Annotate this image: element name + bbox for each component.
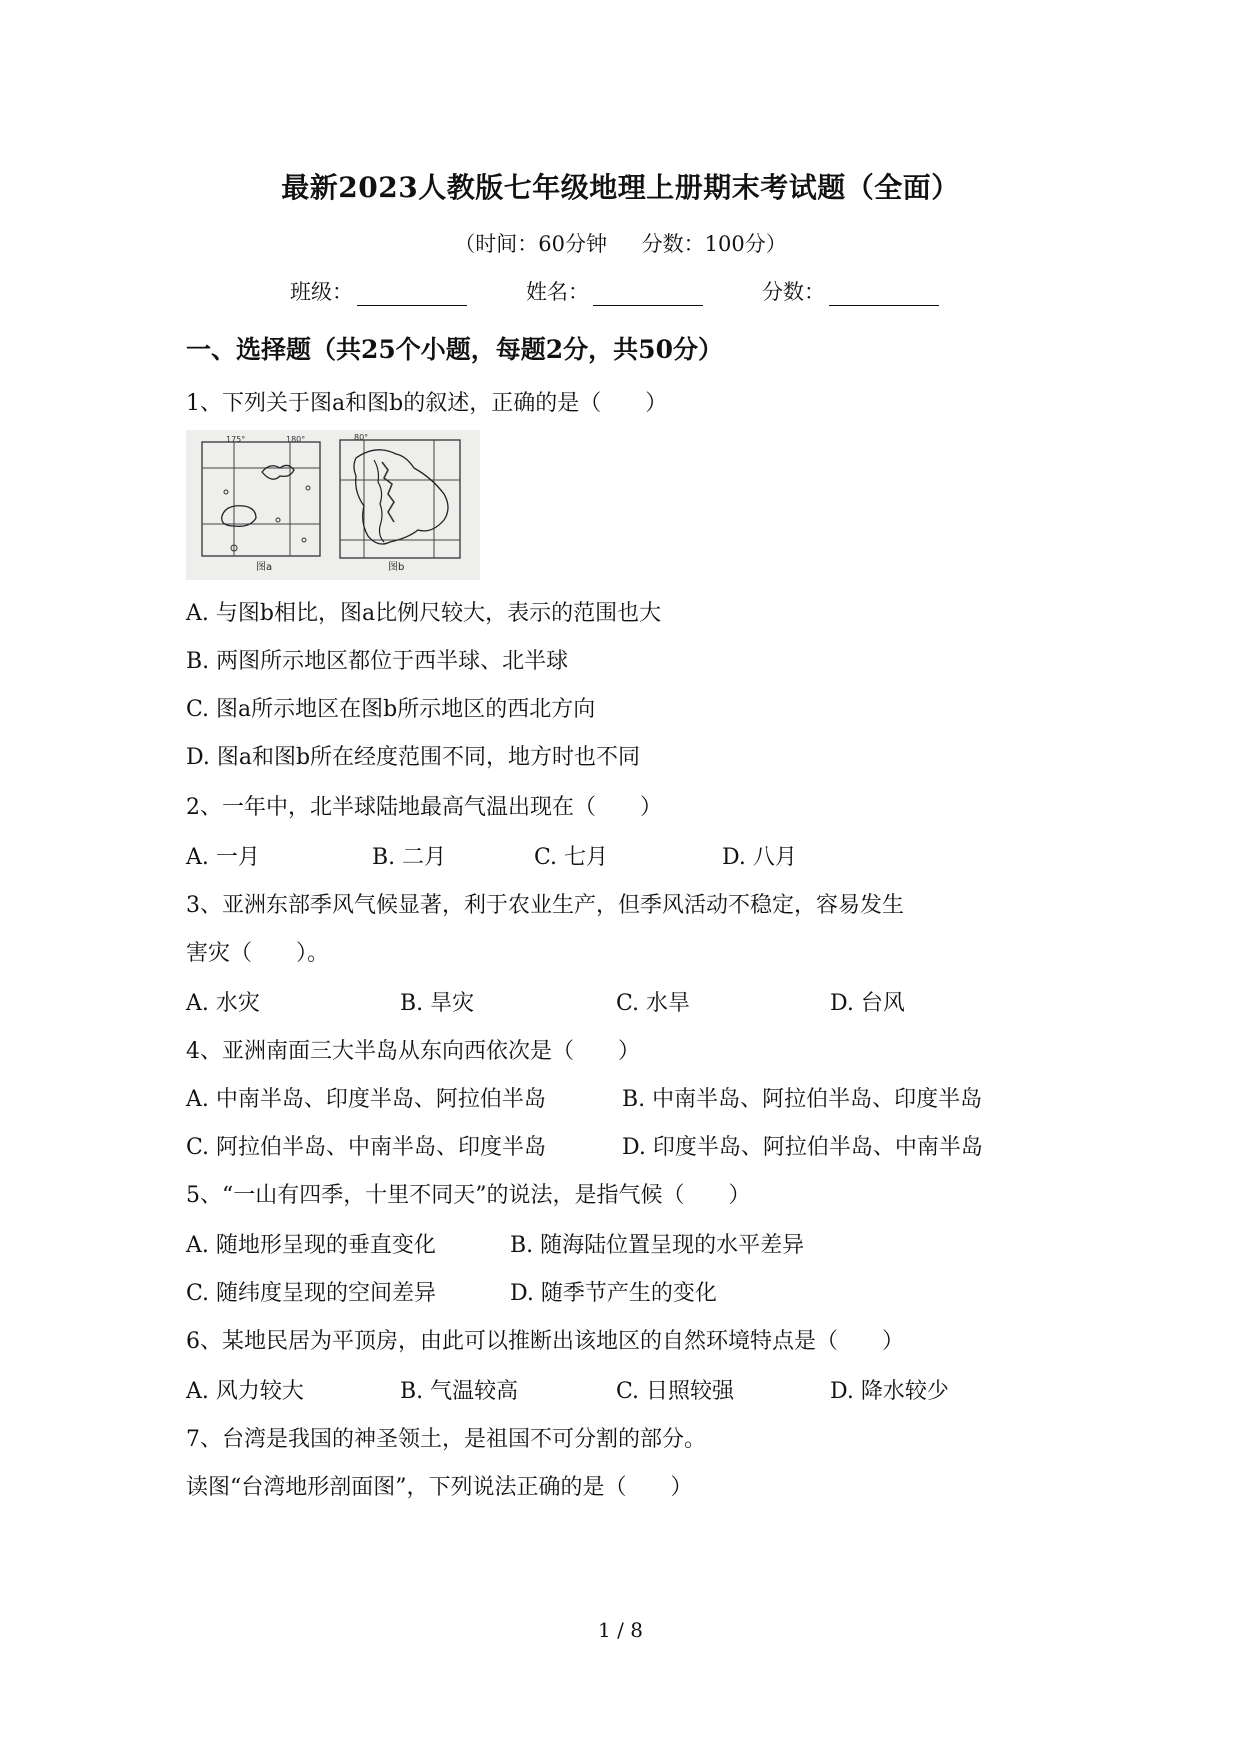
map-b-lon: 80° <box>354 433 369 442</box>
map-a-label: 图a <box>256 562 273 573</box>
q2-option-c: C. 七月 <box>534 845 609 870</box>
q5-option-c: C. 随纬度呈现的空间差异 <box>186 1281 437 1306</box>
points-field <box>762 276 939 306</box>
q2-option-b: B. 二月 <box>372 845 447 870</box>
q7-stem-line-1: 7、台湾是我国的神圣领土，是祖国不可分割的部分。 <box>186 1427 706 1452</box>
class-label: 班级： <box>290 280 353 304</box>
name-blank[interactable] <box>593 285 703 306</box>
q4-option-c: C. 阿拉伯半岛、中南半岛、印度半岛 <box>186 1135 547 1160</box>
q2-stem: 2、一年中，北半球陆地最高气温出现在（ ） <box>186 795 662 820</box>
q3-option-d: D. 台风 <box>830 991 905 1016</box>
map-a-lon-2: 180° <box>286 435 306 444</box>
q3-stem-line-1: 3、亚洲东部季风气候显著，利于农业生产，但季风活动不稳定，容易发生 <box>186 893 904 918</box>
q5-stem: 5、“一山有四季，十里不同天”的说法，是指气候（ ） <box>186 1183 751 1208</box>
map-b-label: 图b <box>388 562 405 573</box>
map-a-lon-1: 175° <box>226 435 246 444</box>
q1-stem: 1、下列关于图a和图b的叙述，正确的是（ ） <box>186 391 668 416</box>
q5-option-b: B. 随海陆位置呈现的水平差异 <box>510 1233 805 1258</box>
q3-option-c: C. 水旱 <box>616 991 691 1016</box>
q1-option-c: C. 图a所示地区在图b所示地区的西北方向 <box>186 697 596 722</box>
class-blank[interactable] <box>357 285 467 306</box>
class-field <box>290 276 467 306</box>
q6-option-d: D. 降水较少 <box>830 1379 949 1404</box>
q6-option-b: B. 气温较高 <box>400 1379 519 1404</box>
map-figure-svg <box>186 430 480 580</box>
exam-time: （时间：60分钟 <box>454 232 607 256</box>
q1-option-d: D. 图a和图b所在经度范围不同，地方时也不同 <box>186 745 641 770</box>
q5-option-d: D. 随季节产生的变化 <box>510 1281 717 1306</box>
q4-option-b: B. 中南半岛、阿拉伯半岛、印度半岛 <box>622 1087 983 1112</box>
q4-option-a: A. 中南半岛、印度半岛、阿拉伯半岛 <box>186 1087 546 1112</box>
name-label: 姓名： <box>526 280 589 304</box>
q6-stem: 6、某地民居为平顶房，由此可以推断出该地区的自然环境特点是（ ） <box>186 1329 904 1354</box>
page-title: 最新2023人教版七年级地理上册期末考试题（全面） <box>281 171 960 204</box>
points-blank[interactable] <box>829 285 939 306</box>
name-field <box>526 276 703 306</box>
q2-option-a: A. 一月 <box>186 845 260 870</box>
q4-option-d: D. 印度半岛、阿拉伯半岛、中南半岛 <box>622 1135 983 1160</box>
q2-option-d: D. 八月 <box>722 845 797 870</box>
exam-total-score: 分数：100分） <box>641 232 787 256</box>
q1-option-a: A. 与图b相比，图a比例尺较大，表示的范围也大 <box>186 601 662 626</box>
points-label: 分数： <box>762 280 825 304</box>
q3-stem-line-2: 害灾（ ）。 <box>186 941 330 966</box>
q1-map-figure <box>186 430 480 580</box>
q3-option-b: B. 旱灾 <box>400 991 475 1016</box>
page-number: 1 / 8 <box>598 1618 643 1642</box>
q3-option-a: A. 水灾 <box>186 991 260 1016</box>
section-heading: 一、选择题（共25个小题，每题2分，共50分） <box>186 335 723 364</box>
q6-option-c: C. 日照较强 <box>616 1379 735 1404</box>
q1-option-b: B. 两图所示地区都位于西半球、北半球 <box>186 649 569 674</box>
q6-option-a: A. 风力较大 <box>186 1379 304 1404</box>
q7-stem-line-2: 读图“台湾地形剖面图”，下列说法正确的是（ ） <box>186 1475 693 1500</box>
q5-option-a: A. 随地形呈现的垂直变化 <box>186 1233 436 1258</box>
exam-meta <box>0 228 1241 258</box>
q4-stem: 4、亚洲南面三大半岛从东向西依次是（ ） <box>186 1039 640 1064</box>
